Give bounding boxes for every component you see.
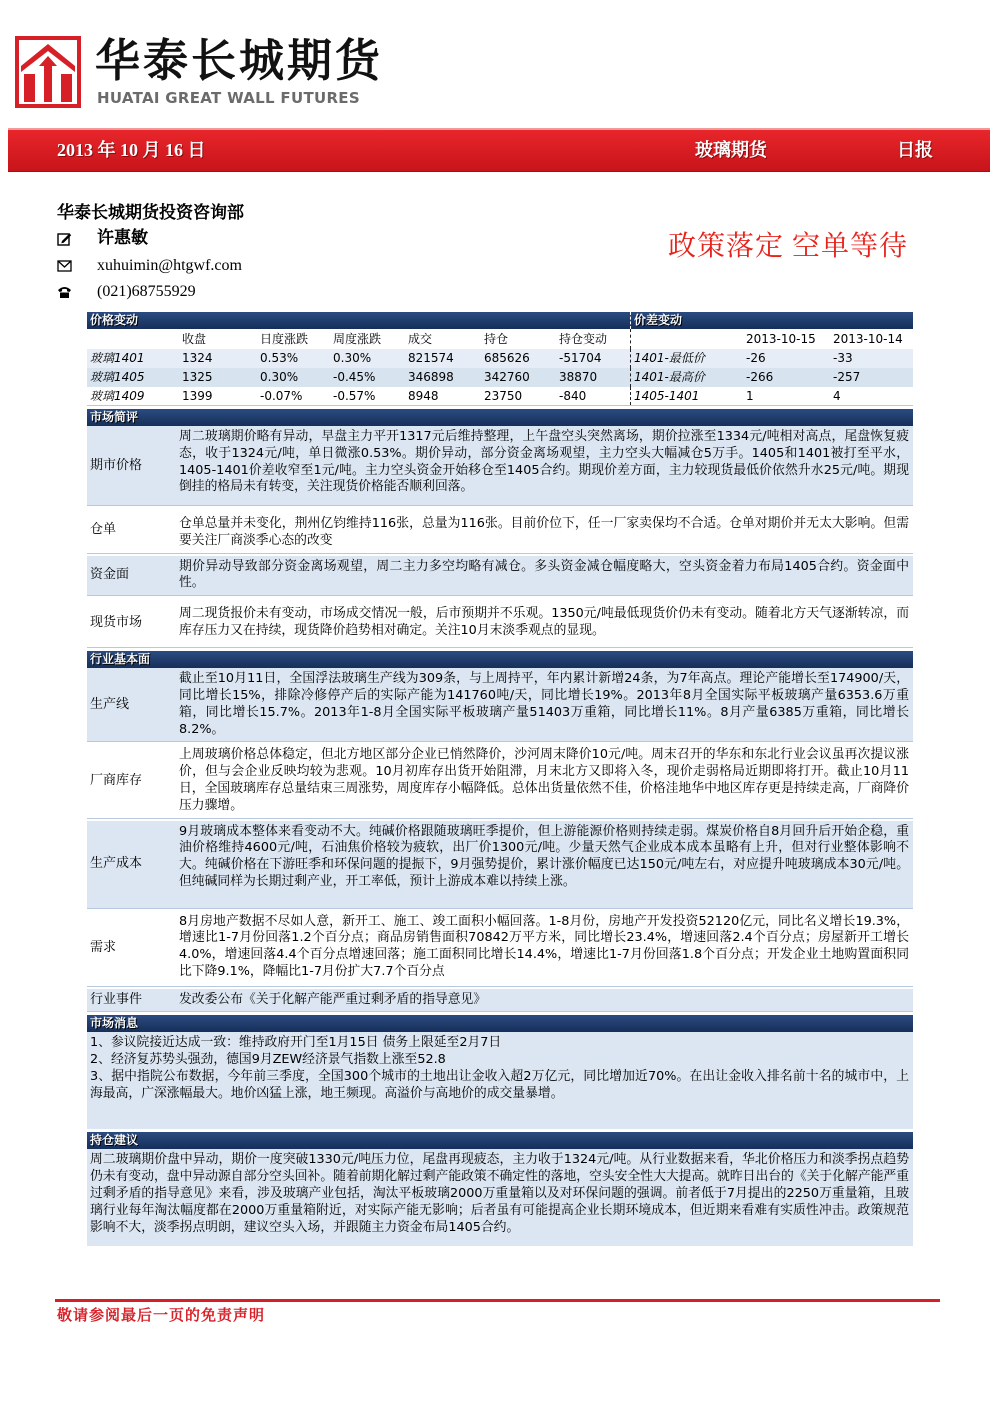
- fundamentals-section: [87, 668, 913, 1012]
- volume: 346898: [408, 370, 454, 384]
- row-label: 期市价格: [90, 457, 143, 473]
- news-item: 3、据中指院公布数据，今年前三季度，全国300个城市的土地出让金收入超2万亿元，同比增加近70%。在出让金收入排名前十名的城市中，上海最高，广深涨幅最大。地价凶猛上涨，地王频现。高溢价与高地价的成交量暴增。: [90, 1068, 909, 1101]
- open-interest: 342760: [484, 370, 530, 384]
- spread-value: -26: [746, 351, 766, 365]
- row-label: 行业事件: [90, 991, 143, 1007]
- row-text: 发改委公布《关于化解产能严重过剩矛盾的指导意见》: [179, 991, 487, 1007]
- news-item: 2、经济复苏势头强劲，德国9月ZEW经济景气指数上涨至52.8: [90, 1052, 446, 1068]
- review-row-spot-market: [87, 598, 913, 648]
- row-label: 生产成本: [90, 856, 143, 872]
- price-table-header-bar: [87, 312, 913, 329]
- spread-value: -266: [746, 370, 774, 384]
- review-row-warehouse-receipts: [87, 508, 913, 554]
- brand-name-en: HUATAI GREAT WALL FUTURES: [97, 89, 360, 107]
- report-type: 日报: [897, 140, 933, 160]
- column-header: 收盘: [182, 332, 207, 346]
- row-text: 上周玻璃价格总体稳定，但北方地区部分企业已悄然降价，沙河周末降价10元/吨。周末召开的华东和东北行业会议虽再次提议涨价，但与会企业反映均较为悲观。10月初库存出货开始阻滞，月末北方又即将入冬，现价走弱格局近期即将打开。截止10月11日，全国玻璃库存总量结束三周涨势，周度库存小幅降低。总体出货量依然不佳，价格洼地华中地区库存更是持续走高，厂商降价压力骤增。: [179, 747, 909, 813]
- volume: 821574: [408, 351, 454, 365]
- spread-value: -33: [833, 351, 853, 365]
- spread-name: 1401-最高价: [630, 368, 743, 387]
- column-header: 周度涨跌: [333, 332, 382, 346]
- pen-icon: [57, 231, 72, 246]
- footer-divider: [55, 1299, 940, 1302]
- contract-name: 玻璃1409: [90, 389, 145, 403]
- contract-name: 玻璃1405: [90, 370, 145, 384]
- envelope-icon: [57, 258, 72, 273]
- section-title: 市场简评: [90, 410, 139, 424]
- report-body: [87, 312, 913, 1246]
- open-interest: 23750: [484, 389, 523, 403]
- row-label: 需求: [90, 940, 117, 956]
- news-item: 1、参议院接近达成一致：维持政府开门至1月15日 债务上限延至2月7日: [90, 1035, 502, 1051]
- spread-value: 4: [833, 389, 841, 403]
- news-header-bar: [87, 1015, 913, 1032]
- daily-change: 0.30%: [260, 370, 299, 384]
- weekly-change: -0.57%: [333, 389, 376, 403]
- review-row-funds: [87, 556, 913, 597]
- column-header: 2013-10-14: [833, 332, 903, 346]
- volume: 8948: [408, 389, 439, 403]
- close-price: 1325: [182, 370, 213, 384]
- table-row: [87, 387, 913, 406]
- row-text: 9月玻璃成本整体来看变动不大。纯碱价格跟随玻璃旺季提价，但上游能源价格则持续走弱。煤炭价格自8月回升后开始企稳，重油价格维持4600元/吨，石油焦价格较为疲软，出厂价1300元/吨。少量天然气企业成本成本虽略有上升，但对行业整体影响不大。纯碱价格在下游旺季和环保问题的提振下，9月强势提价，累计涨价幅度已达150元/吨左右，对应提升吨玻璃成本30元/吨。但纯碱同样为长期过剩产业，开工率低，预计上游成本难以持续上涨。: [179, 823, 909, 889]
- market-review-section: [87, 426, 913, 648]
- oi-change: -51704: [559, 351, 602, 365]
- table-row: [87, 349, 913, 368]
- advice-text: 周二玻璃期价盘中异动，期价一度突破1330元/吨压力位，尾盘再现疲态，主力收于1324元/吨。从行业数据来看，华北价格压力和淡季拐点趋势仍未有变动，盘中异动源自部分空头回补。随着前期化解过剩产能政策不确定性的落地，空头安全性大大提高。就昨日出台的《关于化解产能严重过剩矛盾的指导意见》来看，涉及玻璃产业包括，淘汰平板玻璃2000万重量箱以及对环保问题的强调。前者低于7月提出的2250万重量箱，且玻璃行业每年淘汰幅度都在2000万重量箱附近，对实际产能无影响；后者虽有可能提高企业长期环境成本，但近期来看难有实质性冲击。政策规范影响不大，淡季拐点明朗，建议空头入场，并跟随主力资金布局1405合约。: [90, 1152, 909, 1235]
- price-table-column-headers: [87, 329, 913, 349]
- fundamentals-row-production-cost: [87, 821, 913, 909]
- spread-value: 1: [746, 389, 754, 403]
- analyst-name: 许惠敏: [97, 228, 148, 247]
- spread-section-title: 价差变动: [630, 312, 913, 329]
- fundamentals-row-inventory: [87, 744, 913, 818]
- column-header: 成交: [408, 332, 433, 346]
- review-row-futures-price: [87, 426, 913, 506]
- row-text: 周二玻璃期价略有异动，早盘主力平开1317元后维持整理，上午盘空头突然离场，期价拉涨至1334元/吨相对高点，尾盘恢复疲态，收于1324元/吨，单日微涨0.53%。期价异动，部分资金离场观望，主力空头大幅减仓5万手。1405和1401被打至平水，1405-1401价差收窄至1元/吨。主力空头资金开始移仓至1405合约。期现价差方面，主力较现货最低价依然升水25元/吨。期现倒挂的格局未有转变，关注现货价格能否顺利回落。: [179, 429, 909, 495]
- row-text: 8月房地产数据不尽如人意，新开工、施工、竣工面积小幅回落。1-8月份，房地产开发投资52120亿元，同比名义增长19.3%，增速比1-7月份回落1.2个百分点；商品房销售面积70842万平方米，同比增长23.4%，增速回落2.4个百分点；房屋新开工增长4.0%，增速回落4.4个百分点增速回落；施工面积同比增长14.4%，增速比1-7月份回落1.8个百分点；开发企业土地购置面积同比下降9.1%，降幅比1-7月份扩大7.7个百分点: [179, 913, 909, 979]
- phone-icon: [57, 284, 72, 299]
- huatai-logo-icon: [15, 36, 81, 108]
- row-label: 厂商库存: [90, 772, 143, 788]
- section-title: 行业基本面: [90, 652, 151, 667]
- section-title: 持仓建议: [90, 1133, 139, 1148]
- open-interest: 685626: [484, 351, 530, 365]
- weekly-change: -0.45%: [333, 370, 376, 384]
- section-title: 市场消息: [90, 1016, 139, 1031]
- spread-name: 1405-1401: [630, 387, 743, 405]
- spread-name: 1401-最低价: [630, 349, 743, 368]
- close-price: 1399: [182, 389, 213, 403]
- row-label: 仓单: [90, 522, 117, 538]
- oi-change: -840: [559, 389, 587, 403]
- analyst-phone: (021)68755929: [97, 283, 196, 300]
- close-price: 1324: [182, 351, 213, 365]
- contract-name: 玻璃1401: [90, 351, 145, 365]
- row-text: 周二现货报价未有变动，市场成交情况一般，后市预期并不乐观。1350元/吨最低现货价仍未有变动。随着北方天气逐渐转凉，而库存压力又在持续，现货降价趋势相对确定。关注10月末淡季观点的显现。: [179, 606, 909, 638]
- daily-change: -0.07%: [260, 389, 303, 403]
- row-text: 仓单总量并未变化，荆州亿钧维持116张，总量为116张。目前价位下，任一厂家卖保均不合适。仓单对期价并无太大影响。但需要关注厂商淡季心态的改变: [179, 516, 909, 548]
- report-date: 2013 年 10 月 16 日: [57, 140, 206, 160]
- brand-name-cn: 华泰长城期货: [95, 34, 384, 87]
- price-section-title: 价格变动: [90, 313, 139, 327]
- column-header-empty: [630, 329, 743, 349]
- advice-section: [87, 1149, 913, 1246]
- report-product: 玻璃期货: [695, 140, 767, 160]
- column-header: 持仓变动: [559, 332, 608, 346]
- market-review-header-bar: [87, 409, 913, 426]
- row-text: 期价异动导致部分资金离场观望，周二主力多空均略有减仓。多头资金减仓幅度略大，空头资金着力布局1405合约。资金面中性。: [179, 558, 909, 591]
- footer-disclaimer: 敬请参阅最后一页的免责声明: [57, 1308, 266, 1324]
- fundamentals-row-demand: [87, 911, 913, 987]
- fundamentals-header-bar: [87, 651, 913, 668]
- column-header: 持仓: [484, 332, 509, 346]
- department-name: 华泰长城期货投资咨询部: [57, 203, 244, 222]
- report-headline: 政策落定 空单等待: [668, 231, 909, 262]
- row-label: 资金面: [90, 567, 130, 583]
- spread-value: -257: [833, 370, 861, 384]
- column-header: 日度涨跌: [260, 332, 309, 346]
- analyst-email: xuhuimin@htgwf.com: [97, 257, 242, 274]
- news-section: [87, 1032, 913, 1129]
- row-label: 现货市场: [90, 614, 143, 630]
- fundamentals-row-production-lines: [87, 668, 913, 742]
- column-header: 2013-10-15: [746, 332, 816, 346]
- table-row: [87, 368, 913, 387]
- fundamentals-row-industry-events: [87, 989, 913, 1013]
- row-text: 截止至10月11日，全国浮法玻璃生产线为309条，与上周持平，年内累计新增24条，为7年高点。理论产能增长至174900/天，同比增长15%，排除冷修停产后的实际产能为141760吨/天，同比增长19%。2013年8月全国实际平板玻璃产量6353.6万重箱，同比增长15.7%。2013年1-8月全国实际平板玻璃产量51403万重箱，同比增长11%。8月产量6385万重箱，同比增长8.2%。: [179, 671, 909, 737]
- row-label: 生产线: [90, 696, 130, 712]
- daily-change: 0.53%: [260, 351, 299, 365]
- report-banner: [8, 128, 990, 172]
- weekly-change: 0.30%: [333, 351, 372, 365]
- advice-header-bar: [87, 1132, 913, 1149]
- column-header-empty: [87, 329, 179, 349]
- oi-change: 38870: [559, 370, 598, 384]
